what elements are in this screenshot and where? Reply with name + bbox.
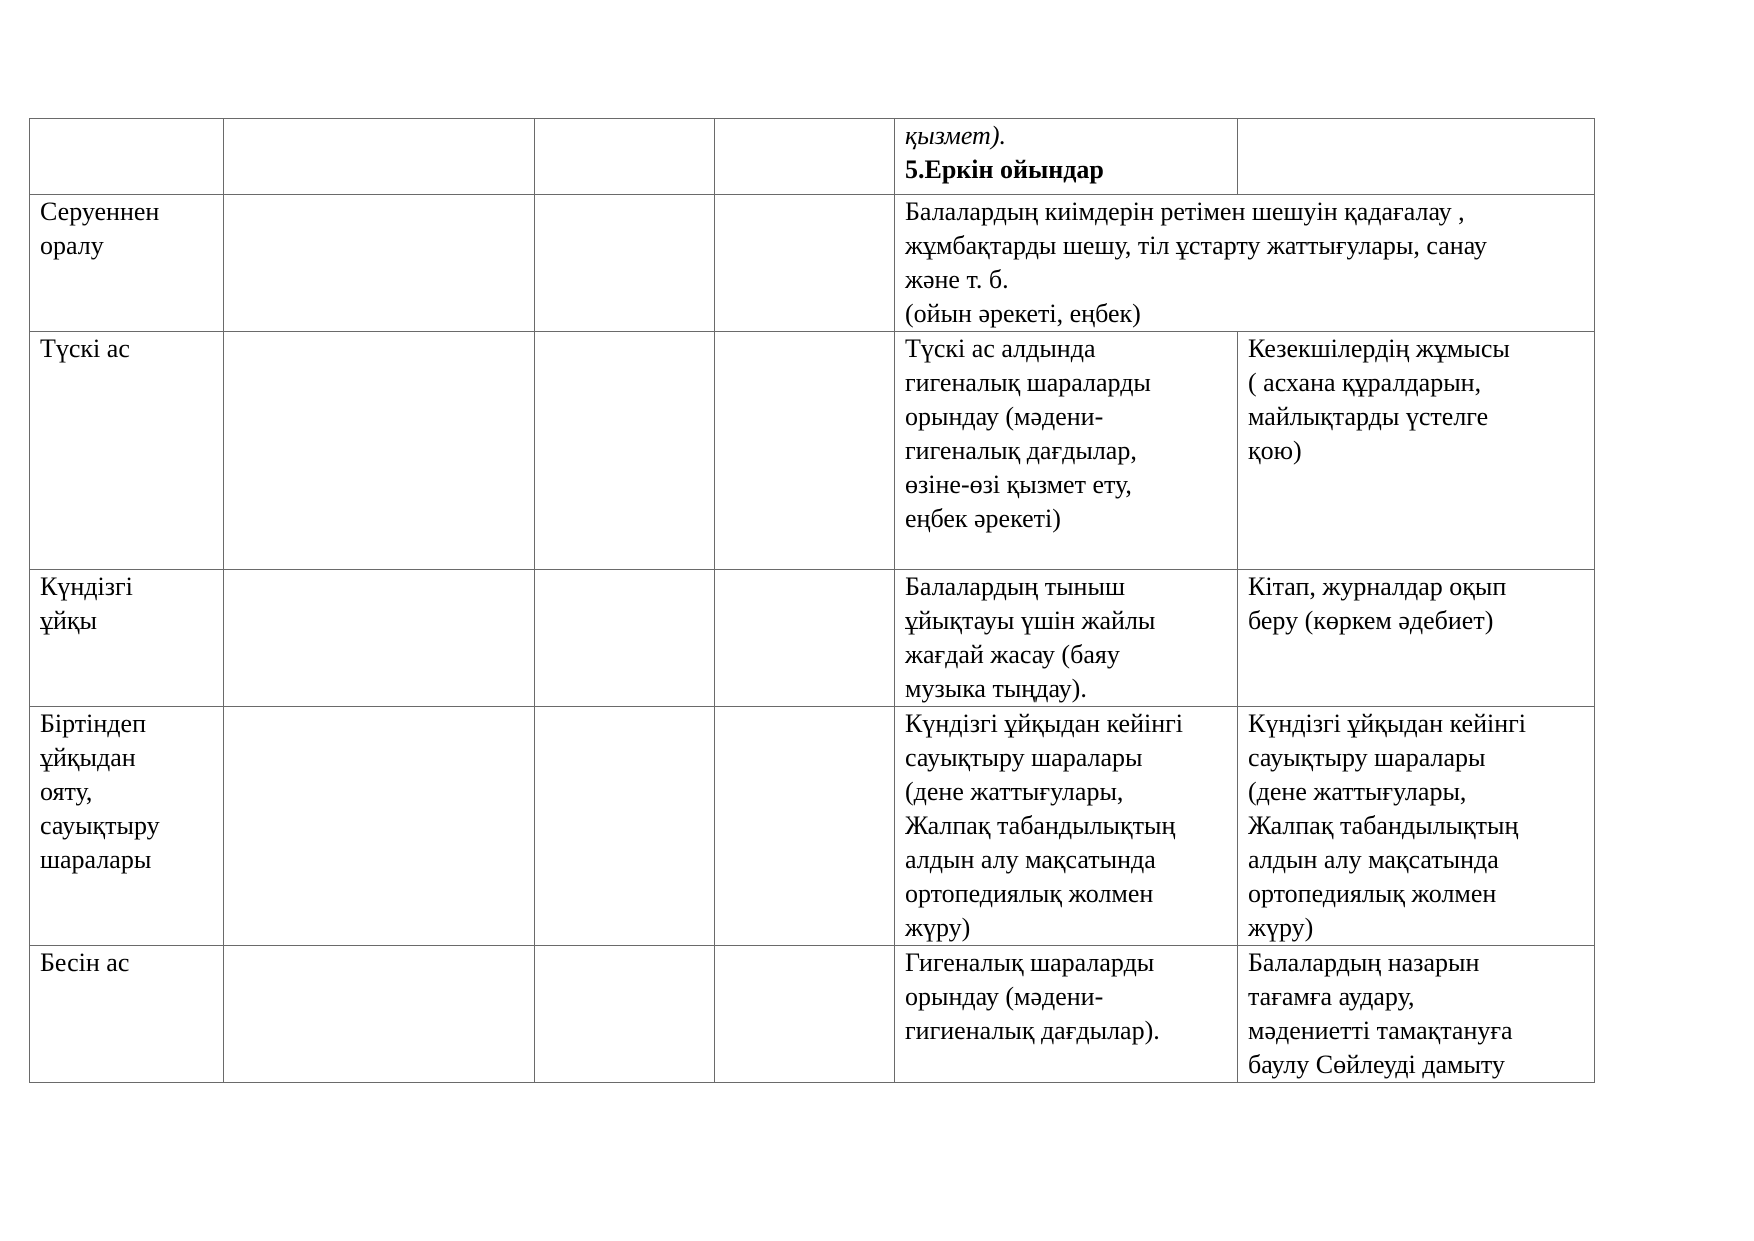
activity-line: (ойын әрекеті, еңбек) xyxy=(905,299,1141,328)
empty-cell xyxy=(535,195,715,332)
table-row xyxy=(30,707,1595,946)
activity-line: Балалардың киімдерін ретімен шешуін қадағалау , xyxy=(905,197,1465,226)
activity-line: (дене жаттығулары, xyxy=(1248,777,1467,806)
empty-cell xyxy=(715,946,895,1083)
activity-line: алдын алу мақсатында xyxy=(1248,845,1499,874)
activity-line: және т. б. xyxy=(905,265,1009,294)
activity-cell xyxy=(895,119,1238,195)
merged-activity-cell xyxy=(895,195,1595,332)
continued-text: қызмет). xyxy=(905,121,1006,150)
empty-cell xyxy=(535,119,715,195)
activity-line: Түскі ас алдында xyxy=(905,334,1096,363)
row-label-cell xyxy=(30,195,224,332)
row-label-line: оралу xyxy=(40,231,104,260)
activity-line: (дене жаттығулары, xyxy=(905,777,1124,806)
activity-line: Күндізгі ұйқыдан кейінгі xyxy=(1248,709,1527,738)
activity-line: Балалардың тыныш xyxy=(905,572,1125,601)
empty-cell xyxy=(535,570,715,707)
activity-line: майлықтарды үстелге xyxy=(1248,402,1489,431)
table-row xyxy=(30,119,1595,195)
table-row xyxy=(30,570,1595,707)
table-row xyxy=(30,946,1595,1083)
activity-line: Кітап, журналдар оқып xyxy=(1248,572,1507,601)
empty-cell xyxy=(715,707,895,946)
row-label-line: сауықтыру xyxy=(40,811,160,840)
row-label-line: ұйқыдан xyxy=(40,743,136,772)
row-label-line: Түскі ас xyxy=(40,334,130,363)
activity-line: Гигеналық шараларды xyxy=(905,948,1155,977)
activity-cell xyxy=(895,946,1238,1083)
activity-cell xyxy=(1238,707,1595,946)
row-label-line: Біртіндеп xyxy=(40,709,146,738)
row-label-line: ояту, xyxy=(40,777,93,806)
activity-line: Кезекшілердің жұмысы xyxy=(1248,334,1510,363)
empty-cell xyxy=(224,707,535,946)
activity-line: еңбек әрекеті) xyxy=(905,504,1061,533)
empty-cell xyxy=(224,946,535,1083)
activity-line: ұйықтауы үшін жайлы xyxy=(905,606,1156,635)
activity-line: Жалпақ табандылықтың xyxy=(1248,811,1519,840)
activity-line: сауықтыру шаралары xyxy=(1248,743,1486,772)
activity-line: жүру) xyxy=(905,913,971,942)
empty-cell xyxy=(224,332,535,570)
row-label-line: Бесін ас xyxy=(40,948,130,977)
empty-cell xyxy=(535,946,715,1083)
row-label-line: Күндізгі xyxy=(40,572,133,601)
empty-cell xyxy=(1238,119,1595,195)
activity-line: гигеналық шараларды xyxy=(905,368,1151,397)
activity-line: ортопедиялық жолмен xyxy=(905,879,1154,908)
empty-cell xyxy=(224,119,535,195)
empty-cell xyxy=(715,332,895,570)
row-label-cell xyxy=(30,707,224,946)
activity-cell xyxy=(1238,570,1595,707)
row-label-line: шаралары xyxy=(40,845,152,874)
empty-cell xyxy=(224,570,535,707)
activity-line: гигиеналық дағдылар). xyxy=(905,1016,1160,1045)
activity-cell xyxy=(895,332,1238,570)
row-label-cell xyxy=(30,946,224,1083)
activity-line: алдын алу мақсатында xyxy=(905,845,1156,874)
table-row xyxy=(30,195,1595,332)
activity-line: мәдениетті тамақтануға xyxy=(1248,1016,1513,1045)
activity-cell xyxy=(895,707,1238,946)
row-label-line: Серуеннен xyxy=(40,197,160,226)
activity-line: жағдай жасау (баяу xyxy=(905,640,1120,669)
free-games-heading: 5.Еркін ойындар xyxy=(905,155,1104,184)
empty-cell xyxy=(535,707,715,946)
activity-cell xyxy=(1238,946,1595,1083)
activity-line: беру (көркем әдебиет) xyxy=(1248,606,1494,635)
row-label-cell xyxy=(30,119,224,195)
activity-cell xyxy=(895,570,1238,707)
empty-cell xyxy=(535,332,715,570)
activity-line: музыка тыңдау). xyxy=(905,674,1087,703)
table-row xyxy=(30,332,1595,570)
empty-cell xyxy=(224,195,535,332)
activity-line: Балалардың назарын xyxy=(1248,948,1480,977)
activity-line: баулу Сөйлеуді дамыту xyxy=(1248,1050,1505,1079)
row-label-cell xyxy=(30,570,224,707)
empty-cell xyxy=(715,195,895,332)
activity-line: Жалпақ табандылықтың xyxy=(905,811,1176,840)
activity-line: жүру) xyxy=(1248,913,1314,942)
activity-line: орындау (мәдени- xyxy=(905,402,1104,431)
activity-line: гигеналық дағдылар, xyxy=(905,436,1137,465)
activity-line: Күндізгі ұйқыдан кейінгі xyxy=(905,709,1184,738)
activity-line: өзіне-өзі қызмет ету, xyxy=(905,470,1132,499)
activity-line: тағамға аудару, xyxy=(1248,982,1415,1011)
activity-line: қою) xyxy=(1248,436,1302,465)
activity-line: ортопедиялық жолмен xyxy=(1248,879,1497,908)
schedule-table xyxy=(29,118,1595,1083)
activity-line: жұмбақтарды шешу, тіл ұстарту жаттығулары, санау xyxy=(905,231,1487,260)
activity-line: ( асхана құралдарын, xyxy=(1248,368,1482,397)
activity-line: сауықтыру шаралары xyxy=(905,743,1143,772)
empty-cell xyxy=(715,570,895,707)
empty-cell xyxy=(715,119,895,195)
row-label-line: ұйқы xyxy=(40,606,98,635)
row-label-cell xyxy=(30,332,224,570)
activity-line: орындау (мәдени- xyxy=(905,982,1104,1011)
activity-cell xyxy=(1238,332,1595,570)
